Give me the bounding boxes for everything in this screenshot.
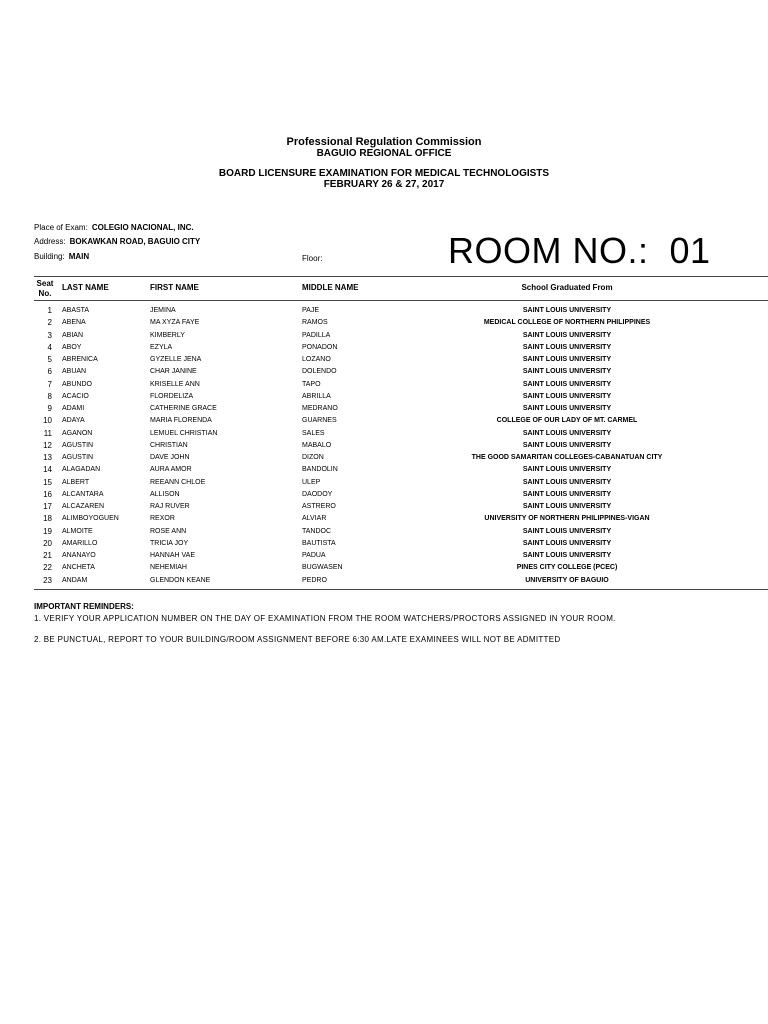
seat-cell: 11 xyxy=(43,428,52,438)
table-row xyxy=(0,379,768,391)
seat-cell: 14 xyxy=(43,465,52,475)
table-row xyxy=(0,366,768,378)
middle-name-cell: DAODOY xyxy=(302,490,333,498)
last-name-cell: AGANON xyxy=(62,429,93,437)
middle-name-cell: PADILLA xyxy=(302,331,331,339)
middle-name-cell: LOZANO xyxy=(302,356,331,363)
reminder-item: 2. BE PUNCTUAL, REPORT TO YOUR BUILDING/ROOM ASSIGNMENT BEFORE 6:30 AM.LATE EXAMINEES WILL NOT BE ADMITTED xyxy=(34,635,561,644)
school-cell: THE GOOD SAMARITAN COLLEGES-CABANATUAN CITY xyxy=(471,454,663,461)
last-name-cell: ANANAYO xyxy=(62,552,96,559)
first-name-cell: ALLISON xyxy=(150,490,180,498)
last-name-cell: ALBERT xyxy=(62,478,90,486)
seat-cell: 22 xyxy=(43,563,52,573)
place-label: Place of Exam: xyxy=(34,223,88,232)
middle-name-cell: TAPO xyxy=(302,380,321,388)
school-cell: MEDICAL COLLEGE OF NORTHERN PHILIPPINES xyxy=(483,319,651,327)
seat-cell: 1 xyxy=(47,306,52,315)
last-name-cell: ACACIO xyxy=(62,392,89,400)
school-cell: SAINT LOUIS UNIVERSITY xyxy=(522,527,612,535)
first-name-cell: TRICIA JOY xyxy=(150,539,189,547)
last-name-cell: ABIAN xyxy=(62,331,84,339)
first-name-cell: REXOR xyxy=(150,515,175,523)
address xyxy=(34,237,200,246)
middle-name-cell: ASTRERO xyxy=(302,503,336,510)
last-name-cell: ANDAM xyxy=(62,576,88,584)
floor-label: Floor: xyxy=(302,254,323,263)
seat-cell: 4 xyxy=(47,342,52,352)
school-cell: SAINT LOUIS UNIVERSITY xyxy=(522,380,612,388)
room-number xyxy=(448,228,711,274)
first-name-cell: KRISELLE ANN xyxy=(150,380,200,388)
seat-cell: 2 xyxy=(47,318,52,328)
header-first-name: FIRST NAME xyxy=(150,283,199,292)
last-name-cell: AGUSTIN xyxy=(62,441,94,449)
table-row xyxy=(0,428,768,440)
table-row xyxy=(0,464,768,476)
reminders-title: IMPORTANT REMINDERS: xyxy=(34,602,134,611)
school-cell: SAINT LOUIS UNIVERSITY xyxy=(522,503,612,510)
last-name-cell: ADAYA xyxy=(62,417,85,425)
middle-name-cell: ULEP xyxy=(302,478,321,486)
seat-cell: 9 xyxy=(47,404,52,413)
middle-name-cell: GUARNES xyxy=(302,417,337,425)
middle-name-cell: BAUTISTA xyxy=(302,539,336,547)
middle-name-cell: BUGWASEN xyxy=(302,564,343,572)
examinee-table xyxy=(0,305,768,587)
table-row xyxy=(0,354,768,366)
seat-cell: 18 xyxy=(43,514,52,524)
first-name-cell: AURA AMOR xyxy=(150,466,192,474)
school-cell: SAINT LOUIS UNIVERSITY xyxy=(522,392,612,400)
seat-cell: 16 xyxy=(43,489,52,499)
table-row xyxy=(0,550,768,562)
middle-name-cell: RAMOS xyxy=(302,319,328,327)
first-name-cell: EZYLA xyxy=(150,343,173,351)
table-row xyxy=(0,477,768,489)
seat-cell: 6 xyxy=(47,367,52,377)
table-row xyxy=(0,489,768,501)
seat-cell: 3 xyxy=(47,330,52,340)
last-name-cell: ABUNDO xyxy=(62,380,92,388)
middle-name-cell: TANDOC xyxy=(302,527,332,535)
school-cell: SAINT LOUIS UNIVERSITY xyxy=(522,478,612,486)
seat-cell: 10 xyxy=(43,416,52,426)
first-name-cell: CATHERINE GRACE xyxy=(150,405,217,412)
first-name-cell: JEMINA xyxy=(150,307,176,314)
school-cell: SAINT LOUIS UNIVERSITY xyxy=(522,539,612,547)
seat-cell: 12 xyxy=(43,440,52,450)
first-name-cell: MA XYZA FAYE xyxy=(150,319,200,327)
table-row xyxy=(0,501,768,513)
table-row xyxy=(0,391,768,403)
school-cell: SAINT LOUIS UNIVERSITY xyxy=(522,429,612,437)
school-cell: SAINT LOUIS UNIVERSITY xyxy=(522,552,612,559)
building-label: Building: xyxy=(34,252,65,261)
address-label: Address: xyxy=(34,237,66,246)
table-bottom-rule xyxy=(34,589,768,590)
place-value: COLEGIO NACIONAL, INC. xyxy=(91,223,194,232)
last-name-cell: ABENA xyxy=(62,319,86,327)
room-value: 01 xyxy=(669,230,711,271)
seat-cell: 17 xyxy=(43,502,52,511)
first-name-cell: HANNAH VAE xyxy=(150,552,195,559)
exam-dates: FEBRUARY 26 & 27, 2017 xyxy=(323,179,445,190)
first-name-cell: RAJ RUVER xyxy=(150,503,190,510)
reminder-item: 1. VERIFY YOUR APPLICATION NUMBER ON THE DAY OF EXAMINATION FROM THE ROOM WATCHERS/PROCTORS ASSIGNED IN YOUR ROOM. xyxy=(34,614,616,623)
agency-name: Professional Regulation Commission xyxy=(286,136,482,148)
last-name-cell: AGUSTIN xyxy=(62,454,94,461)
school-cell: PINES CITY COLLEGE (PCEC) xyxy=(516,564,618,572)
last-name-cell: ANCHETA xyxy=(62,564,95,572)
middle-name-cell: DOLENDO xyxy=(302,368,337,376)
middle-name-cell: ALVIAR xyxy=(302,515,327,523)
first-name-cell: ROSE ANN xyxy=(150,527,187,535)
last-name-cell: ABRENICA xyxy=(62,356,98,363)
room-label: ROOM NO.: xyxy=(448,230,649,271)
middle-name-cell: PONADON xyxy=(302,343,338,351)
table-row xyxy=(0,452,768,464)
school-cell: COLLEGE OF OUR LADY OF MT. CARMEL xyxy=(496,417,638,425)
table-row xyxy=(0,575,768,587)
last-name-cell: ADAMI xyxy=(62,405,85,412)
first-name-cell: GLENDON KEANE xyxy=(150,576,211,584)
seat-cell: 20 xyxy=(43,538,52,548)
first-name-cell: FLORDELIZA xyxy=(150,392,194,400)
seat-cell: 21 xyxy=(43,551,52,560)
table-row xyxy=(0,526,768,538)
seat-cell: 5 xyxy=(47,355,52,364)
building xyxy=(34,252,89,261)
middle-name-cell: MABALO xyxy=(302,441,332,449)
regional-office: BAGUIO REGIONAL OFFICE xyxy=(316,148,452,159)
seat-cell: 23 xyxy=(43,575,52,585)
table-header-rule xyxy=(34,300,768,301)
school-cell: UNIVERSITY OF NORTHERN PHILIPPINES-VIGAN xyxy=(484,515,650,523)
first-name-cell: REEANN CHLOE xyxy=(150,478,206,486)
table-row xyxy=(0,513,768,525)
school-cell: SAINT LOUIS UNIVERSITY xyxy=(522,356,612,363)
school-cell: SAINT LOUIS UNIVERSITY xyxy=(522,368,612,376)
seat-cell: 15 xyxy=(43,477,52,487)
middle-name-cell: DIZON xyxy=(302,454,324,461)
exam-title: BOARD LICENSURE EXAMINATION FOR MEDICAL TECHNOLOGISTS xyxy=(218,168,550,179)
last-name-cell: AMARILLO xyxy=(62,539,98,547)
school-cell: SAINT LOUIS UNIVERSITY xyxy=(522,331,612,339)
table-row xyxy=(0,562,768,574)
middle-name-cell: PADUA xyxy=(302,552,326,559)
header-school: School Graduated From xyxy=(521,283,613,292)
first-name-cell: CHRISTIAN xyxy=(150,441,188,449)
school-cell: SAINT LOUIS UNIVERSITY xyxy=(522,490,612,498)
middle-name-cell: MEDRANO xyxy=(302,405,338,412)
place-of-exam xyxy=(34,223,194,232)
table-top-rule xyxy=(34,276,768,277)
first-name-cell: KIMBERLY xyxy=(150,331,185,339)
table-row xyxy=(0,330,768,342)
school-cell: SAINT LOUIS UNIVERSITY xyxy=(522,466,612,474)
building-value: MAIN xyxy=(68,252,90,261)
header-seat-no: Seat No. xyxy=(36,279,54,298)
last-name-cell: ABASTA xyxy=(62,307,90,314)
last-name-cell: ALCAZAREN xyxy=(62,503,105,510)
first-name-cell: MARIA FLORENDA xyxy=(150,417,212,425)
table-row xyxy=(0,403,768,415)
first-name-cell: GYZELLE JENA xyxy=(150,356,202,363)
middle-name-cell: BANDOLIN xyxy=(302,466,338,474)
middle-name-cell: PAJE xyxy=(302,307,319,314)
header-last-name: LAST NAME xyxy=(62,283,109,292)
seat-cell: 13 xyxy=(43,453,52,462)
last-name-cell: ALCANTARA xyxy=(62,490,104,498)
school-cell: UNIVERSITY OF BAGUIO xyxy=(525,576,609,584)
last-name-cell: ALIMBOYOGUEN xyxy=(62,515,119,523)
middle-name-cell: ABRILLA xyxy=(302,392,331,400)
seat-cell: 7 xyxy=(47,379,52,389)
first-name-cell: NEHEMIAH xyxy=(150,564,187,572)
school-cell: SAINT LOUIS UNIVERSITY xyxy=(522,405,612,412)
table-row xyxy=(0,415,768,427)
header-middle-name: MIDDLE NAME xyxy=(302,283,359,292)
seat-cell: 8 xyxy=(47,391,52,401)
address-value: BOKAWKAN ROAD, BAGUIO CITY xyxy=(69,237,201,246)
last-name-cell: ALAGADAN xyxy=(62,466,101,474)
first-name-cell: CHAR JANINE xyxy=(150,368,197,376)
last-name-cell: ALMOITE xyxy=(62,527,93,535)
middle-name-cell: SALES xyxy=(302,429,325,437)
first-name-cell: DAVE JOHN xyxy=(150,454,190,461)
last-name-cell: ABOY xyxy=(62,343,82,351)
middle-name-cell: PEDRO xyxy=(302,576,327,584)
table-row xyxy=(0,317,768,329)
school-cell: SAINT LOUIS UNIVERSITY xyxy=(522,343,612,351)
table-row xyxy=(0,538,768,550)
table-row xyxy=(0,342,768,354)
school-cell: SAINT LOUIS UNIVERSITY xyxy=(522,307,612,314)
last-name-cell: ABUAN xyxy=(62,368,87,376)
seat-cell: 19 xyxy=(43,526,52,536)
table-row xyxy=(0,440,768,452)
table-row xyxy=(0,305,768,317)
school-cell: SAINT LOUIS UNIVERSITY xyxy=(522,441,612,449)
first-name-cell: LEMUEL CHRISTIAN xyxy=(150,429,218,437)
